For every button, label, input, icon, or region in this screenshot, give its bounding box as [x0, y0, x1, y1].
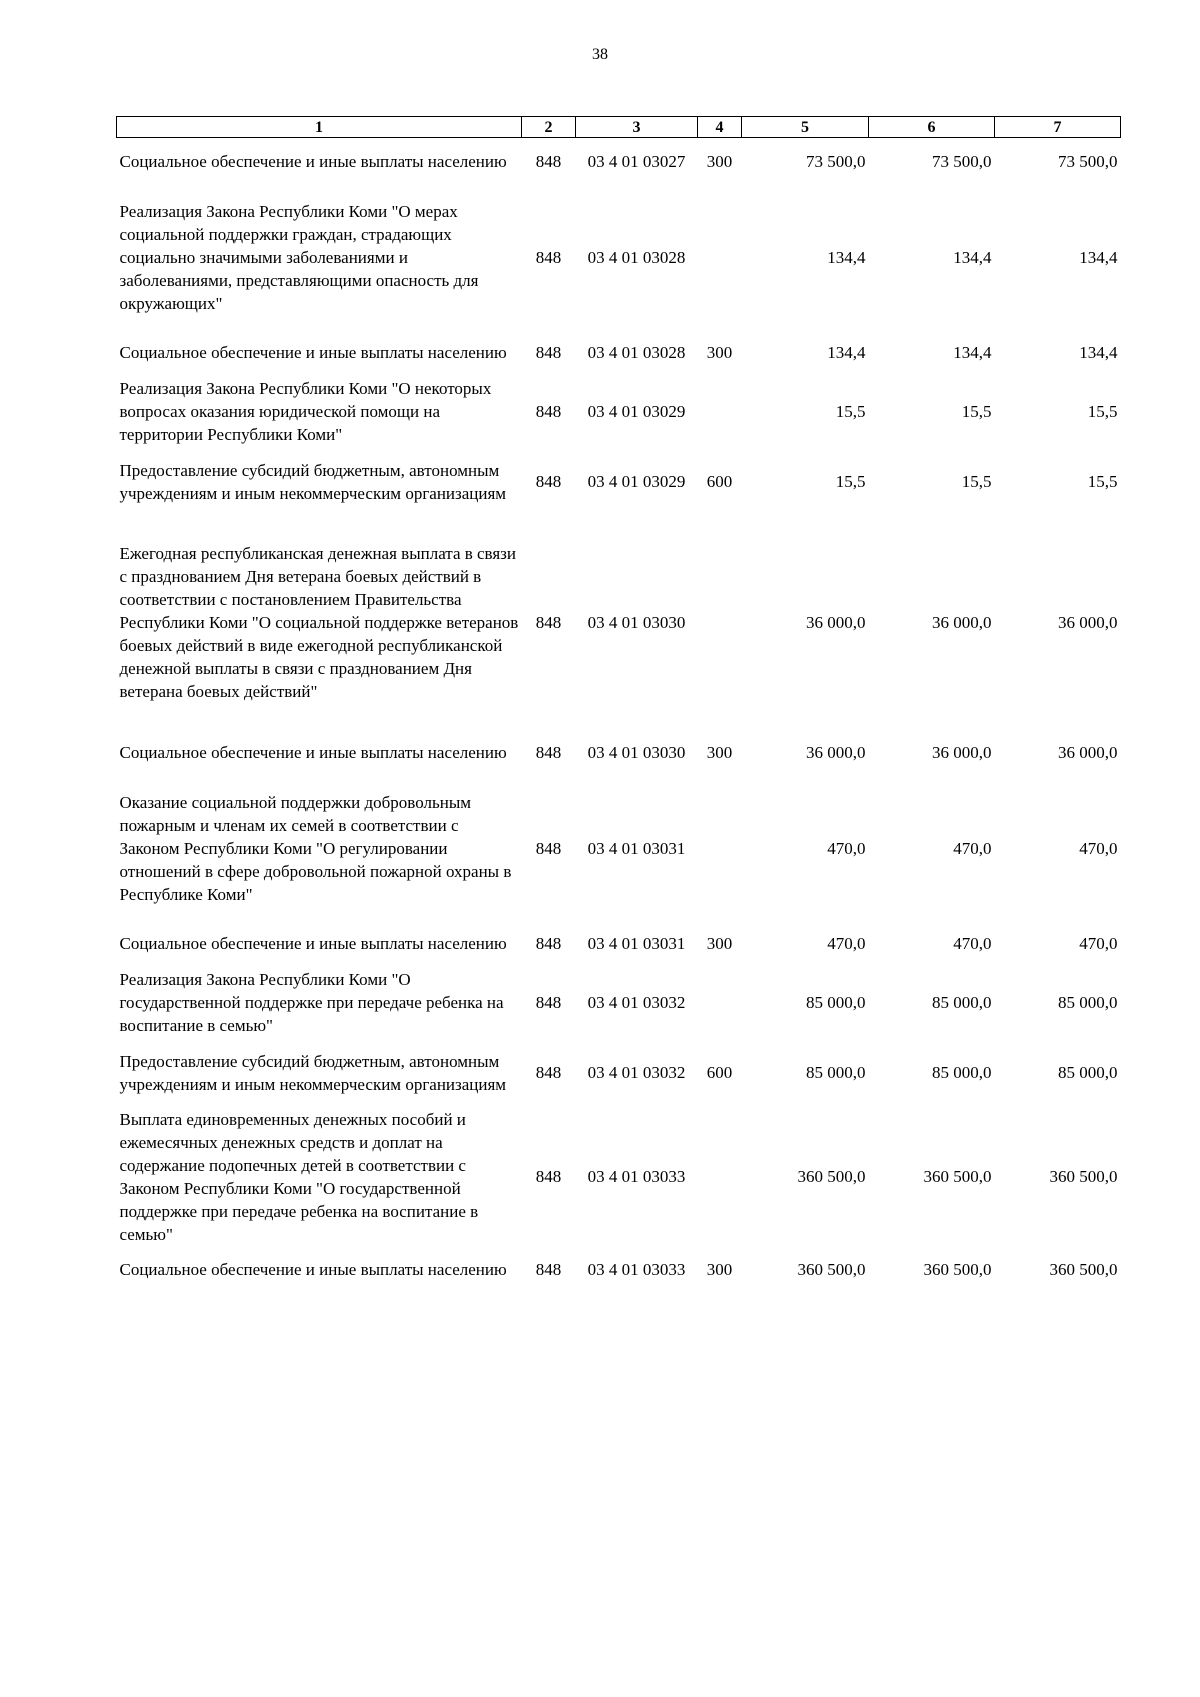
row-type: 300	[706, 343, 733, 362]
row-value-3: 36 000,0	[1058, 613, 1118, 632]
table-row	[117, 791, 1121, 906]
row-type	[698, 1108, 742, 1246]
row-type: 300	[706, 934, 733, 953]
table-row	[117, 138, 1121, 186]
row-gap	[117, 186, 1121, 200]
row-value-2: 36 000,0	[932, 743, 992, 762]
row-name: Социальное обеспечение и иные выплаты населению	[119, 152, 507, 172]
header-row	[117, 117, 1121, 138]
row-value-3: 470,0	[1079, 838, 1118, 858]
header-cell: 1	[117, 117, 522, 138]
table-row	[117, 377, 1121, 447]
row-value-2: 15,5	[961, 402, 992, 421]
row-ministry: 848	[535, 613, 562, 632]
row-name: Реализация Закона Республики Коми "О мерах социальной поддержки граждан, страдающих социально значимыми заболеваниями и заболеваниями, представляющими опасность для окружающих"	[119, 201, 479, 313]
row-value-1: 134,4	[827, 343, 866, 362]
row-value-3: 15,5	[1087, 402, 1118, 421]
row-target: 03 4 01 03033	[587, 1167, 686, 1186]
row-ministry: 848	[535, 1167, 562, 1186]
row-value-1: 134,4	[827, 247, 866, 267]
row-value-1: 360 500,0	[797, 1167, 866, 1186]
row-name: Предоставление субсидий бюджетным, автономным учреждениям и иным некоммерческим организациям	[119, 460, 507, 503]
row-target: 03 4 01 03028	[587, 247, 686, 267]
row-ministry: 848	[535, 934, 562, 953]
row-value-2: 15,5	[961, 472, 992, 491]
row-value-1: 470,0	[827, 838, 866, 858]
row-target: 03 4 01 03030	[587, 613, 686, 632]
row-value-3: 73 500,0	[1058, 152, 1118, 172]
row-name: Выплата единовременных денежных пособий и ежемесячных денежных средств и доплат на содержание подопечных детей в соответствии с Законом Республики Коми "О государственной поддержке при передаче ребенка на воспитание в семью"	[119, 1109, 479, 1244]
row-value-2: 36 000,0	[932, 613, 992, 632]
row-gap	[117, 906, 1121, 920]
row-gap	[117, 315, 1121, 329]
row-value-3: 85 000,0	[1058, 1063, 1118, 1082]
row-type: 600	[706, 472, 733, 491]
row-ministry: 848	[535, 838, 562, 858]
row-name: Реализация Закона Республики Коми "О государственной поддержке при передаче ребенка на воспитание в семью"	[119, 970, 504, 1035]
row-name: Оказание социальной поддержки добровольным пожарным и членам их семей в соответствии с Законом Республики Коми "О регулировании отношений в сфере добровольной пожарной охраны в Республике Коми"	[119, 792, 512, 904]
row-target: 03 4 01 03032	[587, 1063, 686, 1082]
row-value-3: 15,5	[1087, 472, 1118, 491]
table-row	[117, 1038, 1121, 1108]
row-type: 300	[706, 1260, 733, 1279]
row-gap	[117, 777, 1121, 791]
row-type	[698, 791, 742, 906]
row-type: 300	[706, 152, 733, 172]
table-row	[117, 1246, 1121, 1294]
row-value-2: 360 500,0	[923, 1260, 992, 1279]
row-value-3: 134,4	[1079, 247, 1118, 267]
row-value-2: 85 000,0	[932, 1063, 992, 1082]
row-value-2: 73 500,0	[932, 152, 992, 172]
row-ministry: 848	[535, 993, 562, 1012]
row-value-1: 470,0	[827, 934, 866, 953]
row-ministry: 848	[535, 743, 562, 762]
row-target: 03 4 01 03030	[587, 743, 686, 762]
row-type: 300	[706, 743, 733, 762]
row-value-2: 470,0	[953, 838, 992, 858]
header-cell: 2	[522, 117, 576, 138]
row-value-1: 85 000,0	[806, 1063, 866, 1082]
row-ministry: 848	[535, 1063, 562, 1082]
table-row	[117, 1108, 1121, 1246]
table-row	[117, 329, 1121, 377]
row-gap	[117, 715, 1121, 729]
row-target: 03 4 01 03028	[587, 343, 686, 362]
row-name: Социальное обеспечение и иные выплаты населению	[119, 343, 507, 362]
row-value-1: 85 000,0	[806, 993, 866, 1012]
row-value-3: 360 500,0	[1049, 1260, 1118, 1279]
row-target: 03 4 01 03031	[587, 934, 686, 953]
row-type	[698, 377, 742, 447]
row-value-3: 36 000,0	[1058, 743, 1118, 762]
table-row	[117, 447, 1121, 517]
row-value-1: 36 000,0	[806, 613, 866, 632]
row-gap	[117, 517, 1121, 531]
row-value-1: 73 500,0	[806, 152, 866, 172]
header-cell: 3	[576, 117, 698, 138]
row-type	[698, 968, 742, 1038]
row-value-2: 470,0	[953, 934, 992, 953]
row-type	[698, 531, 742, 715]
table-row	[117, 531, 1121, 715]
header-cell: 4	[698, 117, 742, 138]
row-value-3: 470,0	[1079, 934, 1118, 953]
row-target: 03 4 01 03033	[587, 1260, 686, 1279]
row-target: 03 4 01 03029	[587, 472, 686, 491]
table-row	[117, 968, 1121, 1038]
row-type	[698, 200, 742, 315]
table-row	[117, 200, 1121, 315]
page-number: 38	[592, 46, 608, 63]
budget-table	[116, 116, 1121, 1294]
row-value-2: 360 500,0	[923, 1167, 992, 1186]
row-value-1: 36 000,0	[806, 743, 866, 762]
header-cell: 7	[995, 117, 1121, 138]
row-value-3: 134,4	[1079, 343, 1118, 362]
row-name: Социальное обеспечение и иные выплаты населению	[119, 934, 507, 953]
header-cell: 5	[742, 117, 869, 138]
row-ministry: 848	[535, 1260, 562, 1279]
table-row	[117, 729, 1121, 777]
row-ministry: 848	[535, 472, 562, 491]
row-ministry: 848	[535, 402, 562, 421]
row-ministry: 848	[535, 247, 562, 267]
row-target: 03 4 01 03029	[587, 402, 686, 421]
row-value-3: 360 500,0	[1049, 1167, 1118, 1186]
row-name: Ежегодная республиканская денежная выплата в связи с празднованием Дня ветерана боевых действий в соответствии с постановлением Правительства Республики Коми "О социальной поддержке ветеранов боевых действий в виде ежегодной республиканской денежной выплаты в связи с празднованием Дня ветерана боевых действий"	[119, 544, 519, 701]
row-value-1: 15,5	[835, 402, 866, 421]
row-value-2: 134,4	[953, 343, 992, 362]
row-type: 600	[706, 1063, 733, 1082]
row-value-1: 360 500,0	[797, 1260, 866, 1279]
row-target: 03 4 01 03031	[587, 838, 686, 858]
row-ministry: 848	[535, 343, 562, 362]
row-name: Социальное обеспечение и иные выплаты населению	[119, 743, 507, 762]
row-name: Социальное обеспечение и иные выплаты населению	[119, 1260, 507, 1279]
header-cell: 6	[869, 117, 995, 138]
row-value-2: 134,4	[953, 247, 992, 267]
row-target: 03 4 01 03032	[587, 993, 686, 1012]
table-row	[117, 920, 1121, 968]
row-ministry: 848	[535, 152, 562, 172]
row-value-2: 85 000,0	[932, 993, 992, 1012]
row-value-1: 15,5	[835, 472, 866, 491]
row-name: Предоставление субсидий бюджетным, автономным учреждениям и иным некоммерческим организациям	[119, 1051, 507, 1094]
row-value-3: 85 000,0	[1058, 993, 1118, 1012]
row-target: 03 4 01 03027	[587, 152, 686, 172]
row-name: Реализация Закона Республики Коми "О некоторых вопросах оказания юридической помощи на территории Республики Коми"	[119, 379, 492, 444]
